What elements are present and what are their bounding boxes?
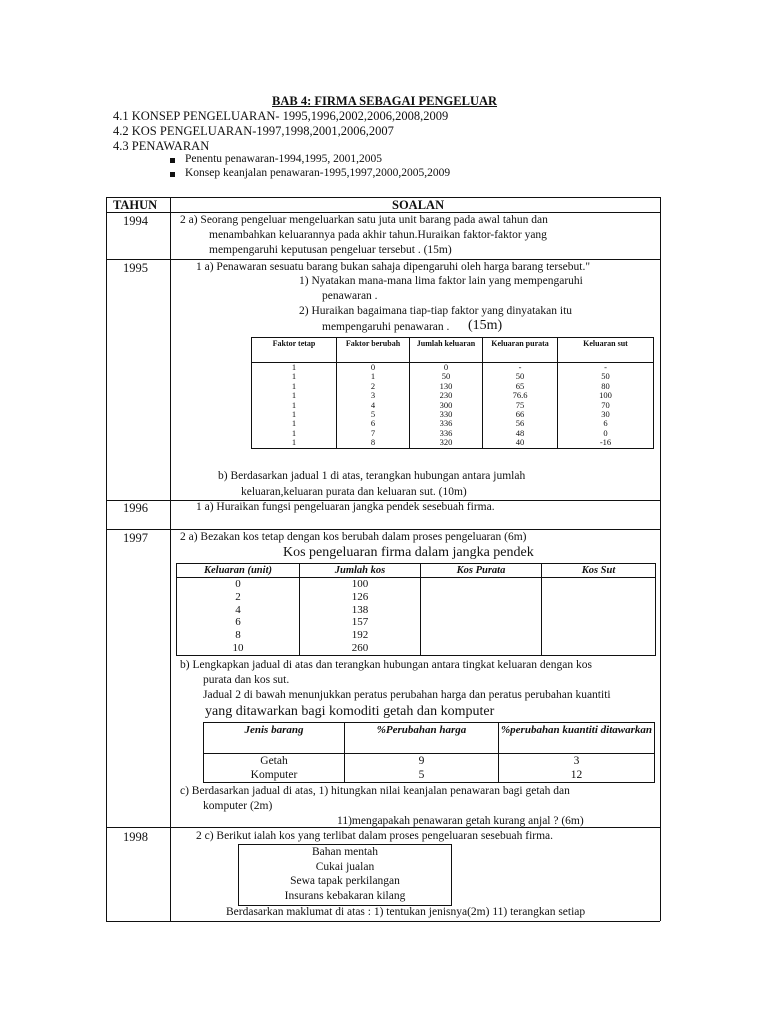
table-cell: 1 (252, 429, 337, 438)
table-cell: 75 (483, 401, 558, 410)
table-cell: 300 (410, 401, 483, 410)
table-row (252, 438, 654, 448)
table-row (177, 642, 656, 655)
bullet-icon (170, 172, 175, 177)
table-cell: 56 (483, 419, 558, 428)
column-header: Kos Sut (542, 564, 656, 578)
table-cell: 12 (499, 768, 655, 783)
table-cell (421, 629, 542, 642)
table-cell: 336 (410, 429, 483, 438)
table-row (204, 768, 655, 783)
bullet-item: Penentu penawaran-1994,1995, 2001,2005 (185, 153, 383, 165)
table-cell: 40 (483, 438, 558, 448)
year-cell: 1998 (123, 830, 148, 844)
table-cell: 130 (410, 382, 483, 391)
table-cell: 1 (252, 419, 337, 428)
table-cell: 5 (337, 410, 410, 419)
table-cell: 320 (410, 438, 483, 448)
question-line: c) Berdasarkan jadual di atas, 1) hitungkan nilai keanjalan penawaran bagi getah dan (180, 785, 570, 797)
topic-4-3: 4.3 PENAWARAN (113, 139, 210, 153)
table-row (177, 578, 656, 591)
marks-label: (15m) (468, 318, 503, 333)
table-cell: 100 (300, 578, 421, 591)
table-cell (421, 578, 542, 591)
column-header: Faktor berubah (337, 338, 410, 363)
table-row (252, 382, 654, 391)
cost-table (176, 563, 656, 656)
table-cell: Komputer (204, 768, 345, 783)
question-line: purata dan kos sut. (203, 674, 290, 686)
table-row (252, 410, 654, 419)
table-row (177, 629, 656, 642)
table-cell (542, 616, 656, 629)
table-cell: 8 (177, 629, 300, 642)
cost-item: Sewa tapak perkilangan (290, 875, 400, 888)
cost-item: Insurans kebakaran kilang (284, 890, 406, 903)
table-row (252, 429, 654, 438)
table-cell (542, 591, 656, 604)
question-line: mempengaruhi keputusan pengeluar tersebut . (15m) (209, 244, 452, 256)
cost-list-box (238, 844, 452, 906)
table-cell: 157 (300, 616, 421, 629)
table-cell: 1 (252, 401, 337, 410)
question-line: 11)mengapakah penawaran getah kurang anjal ? (6m) (337, 815, 584, 827)
table-cell (421, 616, 542, 629)
bullet-icon (170, 158, 175, 163)
table-cell: 1 (337, 372, 410, 381)
question-line: b) Berdasarkan jadual 1 di atas, terangkan hubungan antara jumlah (218, 470, 526, 482)
header-year: TAHUN (113, 198, 158, 212)
table-cell: 4 (177, 604, 300, 617)
table-cell: 30 (558, 410, 654, 419)
question-line: keluaran,keluaran purata dan keluaran sut. (10m) (241, 486, 467, 498)
table-cell (542, 629, 656, 642)
table-cell: 330 (410, 410, 483, 419)
table-cell: 6 (177, 616, 300, 629)
table-cell: 4 (337, 401, 410, 410)
table-cell: 1 (252, 363, 337, 373)
table-cell: 48 (483, 429, 558, 438)
column-header: Keluaran sut (558, 338, 654, 363)
table-cell: 9 (345, 754, 499, 769)
question-line: Berdasarkan maklumat di atas : 1) tentukan jenisnya(2m) 11) terangkan setiap (226, 906, 586, 918)
table-row (204, 754, 655, 769)
table-cell: 1 (252, 410, 337, 419)
table-caption: Kos pengeluaran firma dalam jangka pendek (283, 545, 534, 560)
table-cell: 50 (558, 372, 654, 381)
table-row (177, 604, 656, 617)
table-row (252, 372, 654, 381)
table-cell: 2 (337, 382, 410, 391)
year-cell: 1994 (123, 214, 148, 228)
table-cell: 10 (177, 642, 300, 655)
table-row (252, 419, 654, 428)
year-cell: 1995 (123, 261, 148, 275)
table-cell: 66 (483, 410, 558, 419)
table-cell: 260 (300, 642, 421, 655)
table-cell: 230 (410, 391, 483, 400)
cost-item: Cukai jualan (315, 860, 375, 873)
table-cell (542, 642, 656, 655)
question-line: Jadual 2 di bawah menunjukkan peratus perubahan harga dan peratus perubahan kuantiti (203, 689, 611, 701)
question-line: 1 a) Penawaran sesuatu barang bukan sahaja dipengaruhi oleh harga barang tersebut." (196, 261, 591, 273)
table-cell: 70 (558, 401, 654, 410)
question-line: menambahkan keluarannya pada akhir tahun.Huraikan faktor-faktor yang (209, 229, 547, 241)
table-row (177, 591, 656, 604)
column-header: Jumlah keluaran (410, 338, 483, 363)
table-cell: 1 (252, 372, 337, 381)
table-cell: 1 (252, 391, 337, 400)
table-cell: 50 (410, 372, 483, 381)
table-cell: 1 (252, 382, 337, 391)
table-cell: 80 (558, 382, 654, 391)
table-cell: 1 (252, 438, 337, 448)
table-cell: 126 (300, 591, 421, 604)
table-row (252, 391, 654, 400)
table-caption: yang ditawarkan bagi komoditi getah dan komputer (205, 704, 495, 719)
table-cell: 2 (177, 591, 300, 604)
topic-4-2: 4.2 KOS PENGELUARAN-1997,1998,2001,2006,2007 (113, 124, 394, 138)
question-line: penawaran . (322, 290, 378, 302)
question-line: 2) Huraikan bagaimana tiap-tiap faktor yang dinyatakan itu (299, 305, 573, 317)
table-cell: 65 (483, 382, 558, 391)
column-header: Faktor tetap (252, 338, 337, 363)
question-line: mempengaruhi penawaran . (322, 321, 450, 333)
table-cell (421, 591, 542, 604)
table-cell: Getah (204, 754, 345, 769)
table-cell: 100 (558, 391, 654, 400)
table-cell: 8 (337, 438, 410, 448)
table-cell (542, 578, 656, 591)
table-cell: 3 (337, 391, 410, 400)
question-line: 1) Nyatakan mana-mana lima faktor lain yang mempengaruhi (299, 275, 583, 287)
table-cell (542, 604, 656, 617)
table-cell: 0 (177, 578, 300, 591)
column-header: Keluaran (unit) (177, 564, 300, 578)
column-header: Jenis barang (204, 723, 345, 754)
table-row (252, 401, 654, 410)
year-cell: 1997 (123, 531, 148, 545)
page-title: BAB 4: FIRMA SEBAGAI PENGELUAR (272, 94, 498, 108)
column-header: Keluaran purata (483, 338, 558, 363)
table-cell: 138 (300, 604, 421, 617)
table-cell: 76.6 (483, 391, 558, 400)
column-header: %perubahan kuantiti ditawarkan (499, 723, 655, 754)
table-cell (421, 642, 542, 655)
question-line: 2 c) Berikut ialah kos yang terlibat dalam proses pengeluaran sesebuah firma. (196, 830, 554, 842)
table-cell: 3 (499, 754, 655, 769)
question-line: komputer (2m) (203, 800, 273, 812)
column-header: Jumlah kos (300, 564, 421, 578)
table-cell: 5 (345, 768, 499, 783)
table-cell: -16 (558, 438, 654, 448)
table-cell: 6 (337, 419, 410, 428)
header-question: SOALAN (392, 198, 445, 212)
table-cell: 0 (558, 429, 654, 438)
column-header: Kos Purata (421, 564, 542, 578)
table-cell: 0 (337, 363, 410, 373)
table-row (177, 616, 656, 629)
cost-item: Bahan mentah (311, 846, 379, 858)
table-cell: 7 (337, 429, 410, 438)
question-line: 1 a) Huraikan fungsi pengeluaran jangka pendek sesebuah firma. (196, 501, 495, 513)
table-cell: 192 (300, 629, 421, 642)
question-line: 2 a) Bezakan kos tetap dengan kos berubah dalam proses pengeluaran (6m) (180, 531, 527, 543)
production-table (251, 337, 654, 449)
year-cell: 1996 (123, 501, 148, 515)
topic-4-1: 4.1 KONSEP PENGELUARAN- 1995,1996,2002,2006,2008,2009 (113, 109, 449, 123)
question-line: 2 a) Seorang pengeluar mengeluarkan satu juta unit barang pada awal tahun dan (180, 214, 548, 226)
table-cell: 0 (410, 363, 483, 373)
bullet-item: Konsep keanjalan penawaran-1995,1997,2000,2005,2009 (185, 167, 451, 179)
column-header: %Perubahan harga (345, 723, 499, 754)
table-cell: 50 (483, 372, 558, 381)
table-cell: - (483, 363, 558, 373)
table-row (252, 363, 654, 373)
table-cell: - (558, 363, 654, 373)
elasticity-table (203, 722, 655, 783)
table-cell (421, 604, 542, 617)
question-line: b) Lengkapkan jadual di atas dan terangkan hubungan antara tingkat keluaran dengan kos (180, 659, 592, 671)
table-cell: 336 (410, 419, 483, 428)
table-cell: 6 (558, 419, 654, 428)
